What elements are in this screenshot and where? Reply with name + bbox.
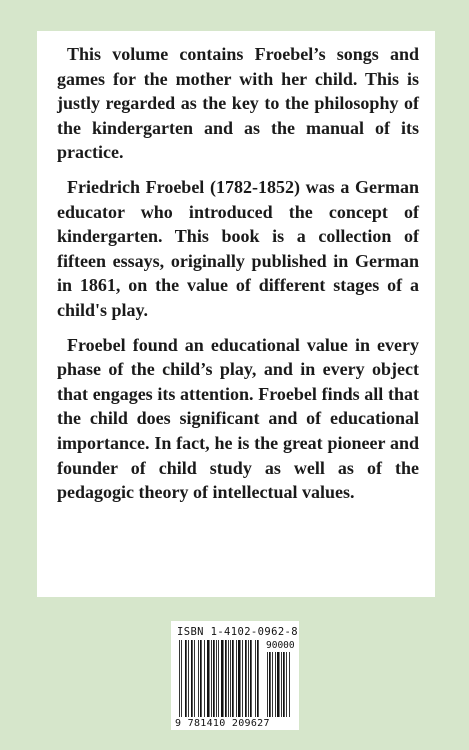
ean-number: 9 781410 209627: [175, 718, 270, 729]
description-paragraph-1: This volume contains Froebel’s songs and games for the mother with her child. This is justly regarded as the key to the philosophy of the kindergarten and as the manual of its practice.: [57, 44, 419, 163]
ean-barcode-icon: [179, 640, 261, 717]
addon-number: 90000: [266, 640, 295, 651]
description-paragraph-2: Friedrich Froebel (1782-1852) was a German educator who introduced the concept of kindergarten. This book is a collection of fifteen essays, originally published in German in 1861, on the value of different stages of a child's play.: [57, 176, 419, 320]
description-paragraph-3: Froebel found an educational value in every phase of the child’s play, and in every object that engages its attention. Froebel finds all that the child does significant and of educational importance. In fact, he is the great pioneer and founder of child study as well as of the pedagogic theory of intellectual values.: [57, 334, 419, 503]
description-panel: [37, 31, 435, 597]
isbn-label: ISBN 1-4102-0962-8: [177, 626, 298, 638]
addon-barcode-icon: [267, 652, 295, 717]
barcode: [171, 621, 299, 730]
